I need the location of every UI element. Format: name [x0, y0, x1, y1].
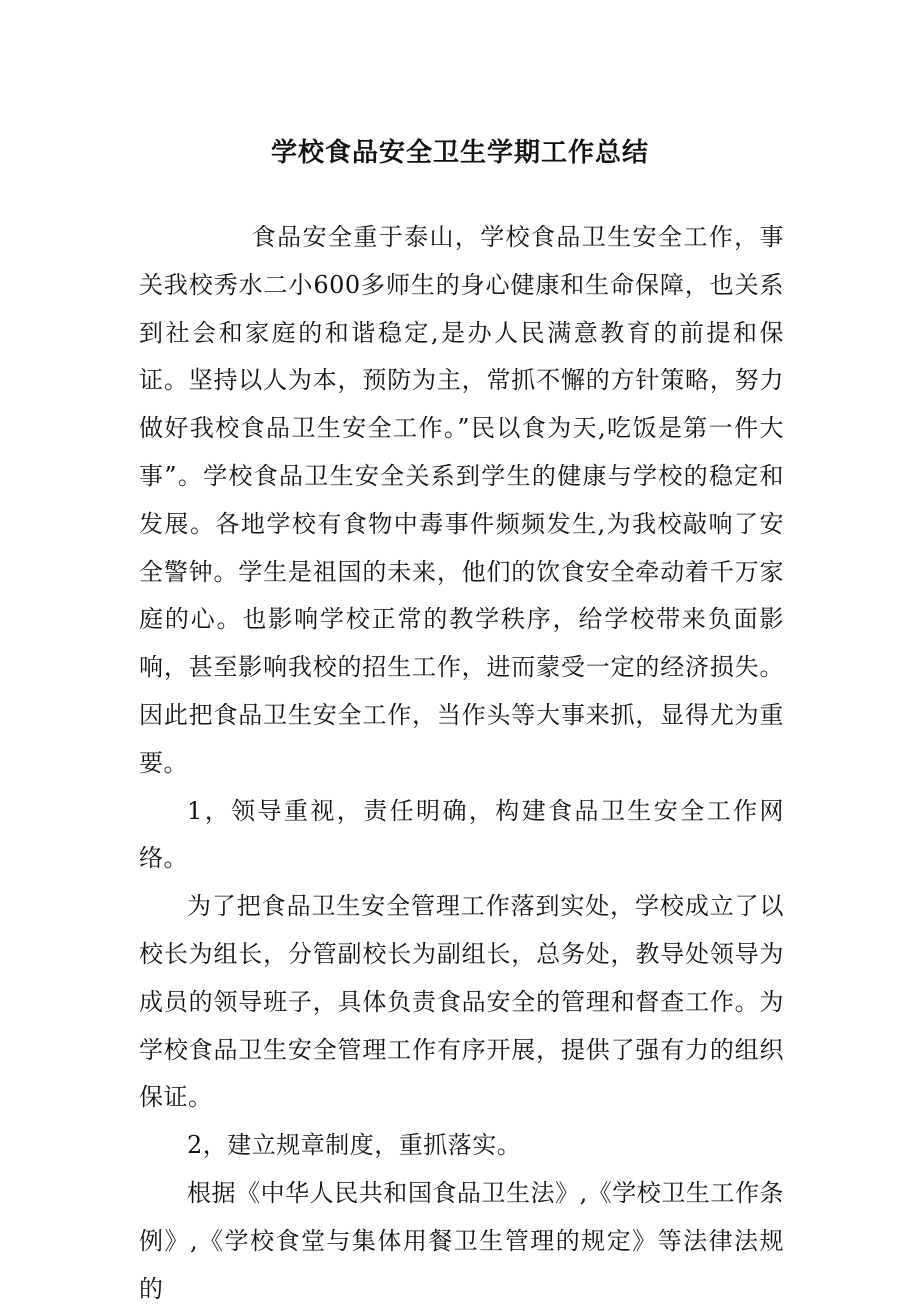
document-title: 学校食品安全卫生学期工作总结 — [270, 138, 649, 169]
paragraph-section-2-heading: 2，建立规章制度，重抓落实。 — [187, 1131, 522, 1160]
paragraph-section-1-body: 为了把食品卫生安全管理工作落到实处，学校成立了以校长为组长，分管副校长为副组长，总务处，教导处领导为成员的领导班子，具体负责食品安全的管理和督查工作。为学校食品卫生安全管理工作有序开展，提供了强有力的组织保证。 — [139, 892, 784, 1112]
paragraph-intro: 食品安全重于泰山，学校食品卫生安全工作，事关我校秀水二小600多师生的身心健康和生命保障，也关系到社会和家庭的和谐稳定,是办人民满意教育的前提和保证。坚持以人为本，预防为主，常抓不懈的方针策略，努力做好我校食品卫生安全工作。”民以食为天,吃饭是第一件大事”。学校食品卫生安全关系到学生的健康与学校的稳定和发展。各地学校有食物中毒事件频频发生,为我校敲响了安全警钟。学生是祖国的未来，他们的饮食安全牵动着千万家庭的心。也影响学校正常的教学秩序，给学校带来负面影响，甚至影响我校的招生工作，进而蒙受一定的经济损失。因此把食品卫生安全工作，当作头等大事来抓，显得尤为重要。 — [139, 223, 784, 777]
document-body — [139, 214, 784, 1313]
paragraph-section-2-body: 根据《中华人民共和国食品卫生法》,《学校卫生工作条例》,《学校食堂与集体用餐卫生管理的规定》等法律法规的 — [139, 1178, 784, 1303]
paragraph-section-1-heading: 1，领导重视，责任明确，构建食品卫生安全工作网络。 — [139, 796, 784, 873]
